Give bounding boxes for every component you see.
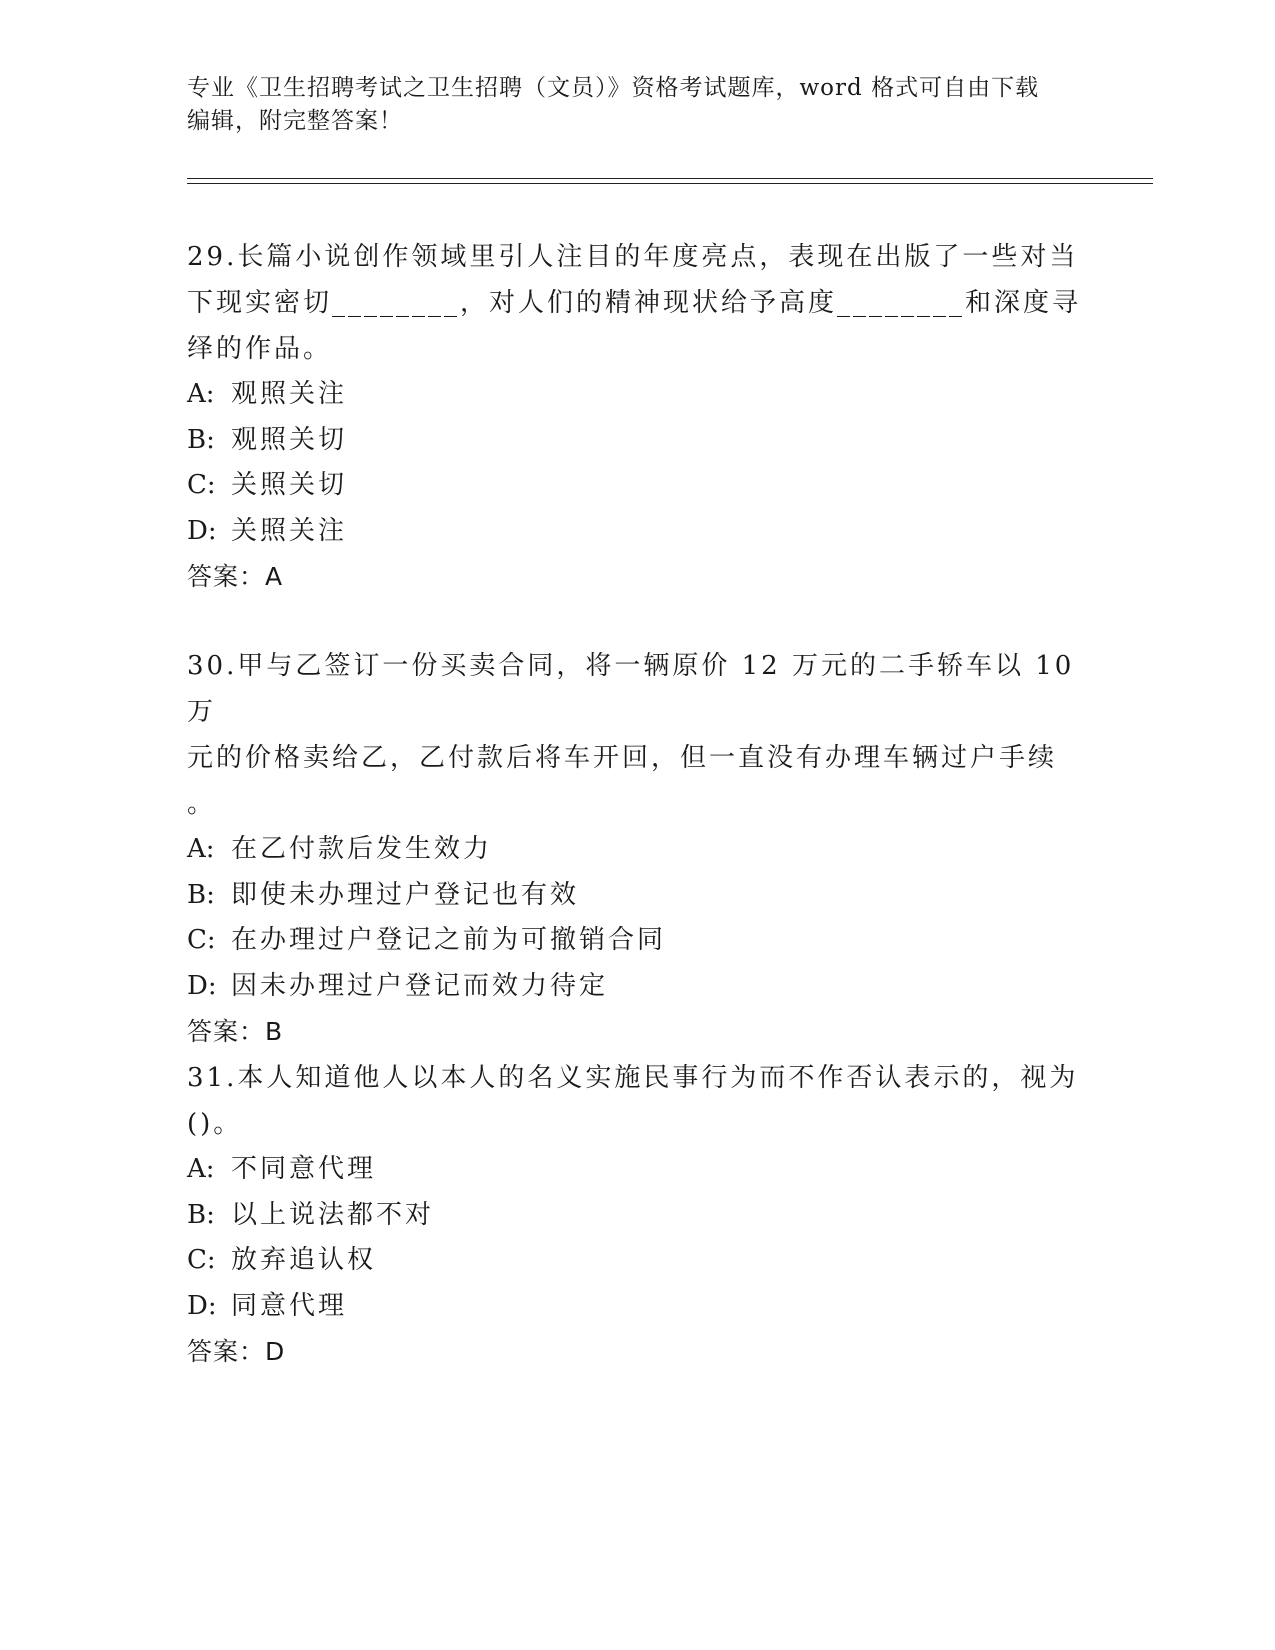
answer-label: 答案：A [187, 562, 284, 591]
option-letter: A: [187, 1154, 215, 1184]
option-b [187, 1193, 1087, 1239]
option-letter: D: [187, 970, 217, 1001]
option-text: 即使未办理过户登记也有效 [231, 879, 580, 910]
question-stem-line: 。 [187, 789, 217, 819]
option-text: 不同意代理 [231, 1154, 377, 1184]
option-text: 关照关切 [231, 470, 348, 500]
option-text: 观照关注 [231, 379, 348, 409]
question-stem-line: 29.长篇小说创作领域里引人注目的年度亮点，表现在出版了一些对当 [187, 242, 1079, 272]
question-29 [187, 234, 1087, 600]
option-d [187, 509, 1087, 555]
option-letter: B: [187, 1199, 215, 1230]
option-c [187, 918, 1087, 964]
option-letter: D: [187, 1290, 217, 1321]
option-a [187, 372, 1087, 418]
header-note-line-1: 专业《卫生招聘考试之卫生招聘（文员）》资格考试题库，word 格式可自由下载 [187, 75, 1040, 101]
option-c [187, 1238, 1087, 1284]
option-text: 关照关注 [231, 515, 348, 546]
option-letter: C: [187, 470, 216, 500]
option-letter: C: [187, 1245, 216, 1275]
option-text: 同意代理 [231, 1290, 348, 1321]
option-c [187, 463, 1087, 509]
question-31 [187, 1055, 1087, 1375]
option-d [187, 1284, 1087, 1330]
question-stem-line: 下现实密切________，对人们的精神现状给予高度________和深度寻 [187, 288, 1082, 318]
header-note-line-2: 编辑，附完整答案！ [187, 108, 403, 134]
document-header-note [187, 72, 1087, 138]
question-stem-line: 元的价格卖给乙，乙付款后将车开回，但一直没有办理车辆过户手续 [187, 743, 1058, 773]
question-stem-line: 31.本人知道他人以本人的名义实施民事行为而不作否认表示的，视为 [187, 1063, 1079, 1093]
question-stem-line: 绎的作品。 [187, 334, 333, 364]
option-letter: A: [187, 834, 215, 864]
option-a [187, 1147, 1087, 1193]
option-letter: C: [187, 925, 216, 955]
answer-label: 答案：D [187, 1337, 286, 1366]
option-text: 观照关切 [231, 424, 348, 455]
header-divider-top [187, 178, 1153, 179]
option-letter: B: [187, 879, 215, 910]
option-text: 在办理过户登记之前为可撤销合同 [231, 925, 667, 955]
option-text: 以上说法都不对 [231, 1199, 435, 1230]
question-stem-line: 30.甲与乙签订一份买卖合同，将一辆原价 12 万元的二手轿车以 10 万 [187, 651, 1075, 727]
option-text: 在乙付款后发生效力 [231, 834, 493, 864]
option-letter: A: [187, 379, 215, 409]
option-d [187, 964, 1087, 1010]
option-a [187, 827, 1087, 873]
answer-label: 答案：B [187, 1017, 284, 1046]
header-divider-bottom [187, 183, 1153, 184]
option-letter: B: [187, 424, 215, 455]
question-30 [187, 643, 1087, 1055]
option-b [187, 873, 1087, 919]
option-letter: D: [187, 515, 217, 546]
question-stem-line: ()。 [187, 1109, 243, 1139]
option-text: 因未办理过户登记而效力待定 [231, 970, 609, 1001]
option-b [187, 418, 1087, 464]
option-text: 放弃追认权 [231, 1245, 377, 1275]
